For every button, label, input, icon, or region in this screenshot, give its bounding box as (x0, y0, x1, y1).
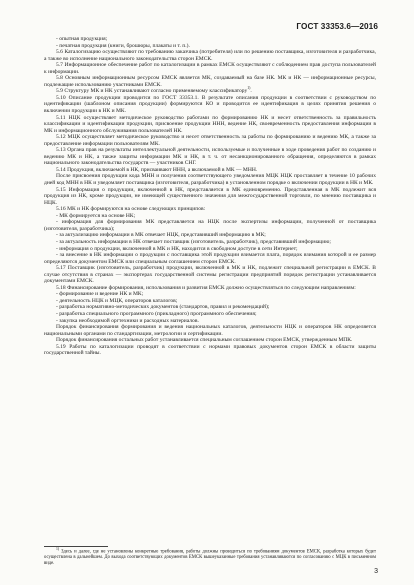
paragraph-5-18: 5.18 Финансирование формирования, использования и развития ЕМСК должно осуществляться по следующим направлениям: (56, 284, 356, 291)
footnote-reference: 1) (247, 86, 251, 91)
paragraph-5-17: 5.17 Поставщик (изготовитель, разработчик) продукции, включенной в МК и НК, подлежит специальной регистрации в ЕМСК. В случае отсутствия в странах — экспортерах государственной системы регистрации предприятий порядок регистрации устанавливается документами ЕМСК. (44, 265, 376, 285)
paragraph-5-13: 5.13 Органа прав на результаты интеллектуальной деятельности, используемые и полученные в ходе проведения работ по созданию и ведению МК и НК, а также защиты информации МК и НК, в т. ч. от несанкционированного обращения, определяются в рамках национального законодательства государств — участников СНГ. (44, 147, 376, 167)
paragraph: После присвоения продукции кода МНН и получения соответствующего уведомления МЦК НЦК проставляет в течение 10 рабочих дней код МНН в НК и уведомляет поставщика (изготовителя, разработчика) в установленном порядке о включении продукции в НК и МК. (44, 173, 376, 187)
paragraph-5-9: 5.9 Структуру МК и НК устанавливают согласно применяемому классификатору$^{1)}$. (56, 86, 252, 95)
paragraph-5-11: 5.11 НЦК осуществляет методическое руководство работами по формированию НК и несет ответственность за правильность классификации и идентификации продукции, присвоение продукции ННН, ведение НК, своевременность предоставления информации в МК и информационного обслуживания пользователей НК. (44, 114, 376, 134)
paragraph: Порядок финансирования остальных работ устанавливается специальным соглашением сторон ЕМСК, утвержденным МПК. (56, 337, 353, 344)
paragraph-5-7: 5.7 Информационное обеспечение работ по каталогизации в рамках ЕМСК осуществляют с соблюдением прав доступа пользователей к информации. (44, 62, 376, 75)
list-item: - за актуальность информации в НК отвечает поставщик (изготовитель, разработчик), представивший информацию; (56, 238, 331, 245)
paragraph-5-8: 5.8 Основным информационным ресурсом ЕМСК является МК, создаваемый на базе НК. МК и НК — информационные ресурсы, подлежащие использованию участниками ЕМСК. (44, 75, 376, 88)
list-item: - разработка нормативно-методических документов (стандартов, правил и рекомендаций); (56, 304, 270, 311)
footnote-divider (44, 546, 108, 547)
footnote (44, 549, 376, 566)
paragraph-5-14: 5.14 Продукция, включаемой в НК, присваивают ННН, а включаемой в МК — МНН. (56, 166, 258, 173)
list-item: - информация для формирования МК представляется на НЦК после экспертизы информации, полученной от поставщика (изготовителя, разработчика); (44, 219, 376, 232)
paragraph-5-10: 5.10 Описание продукции проводится по ГОСТ 33353.1. В результате описания продукции в соответствии с руководством по идентификации (шаблоном описания продукции) формируются КО и проводится ее идентификация в целях принятия решения о включении продукции в НК и МК. (44, 94, 376, 115)
list-item: - деятельность НЦК и МЦК, операторов каталогов; (56, 297, 178, 304)
list-item: - печатная продукция (книги, брошюры, плакаты и т. п.). (56, 42, 190, 49)
list-item: - формирование и ведение НК и МК; (56, 291, 144, 298)
paragraph: Порядок финансирования формирования и ведения национальных каталогов, деятельности НЦК и операторов НК определяется национальными органами по стандартизации, метрологии и сертификации. (44, 324, 376, 337)
paragraph-5-19: 5.19 Работы по каталогизации проводят в соответствии с нормами правовых документов сторон ЕМСК в области защиты государственной тайны. (44, 343, 376, 357)
paragraph-5-6: 5.6 Каталогизацию осуществляют по требованию заказчика (потребителя) или по решению поставщика, изготовителя и разработчика, а также во исполнение национального законодательства сторон ЕМСК. (44, 49, 376, 62)
page-number: 3 (374, 568, 378, 575)
list-item: - за внесение в НК информации о продукции с поставщика этой продукции взимается плата, порядок взимания которой и ее размер определяются документом ЕМСК или специальным соглашением сторон ЕМСК. (44, 252, 376, 265)
paragraph-5-16: 5.16 МК и НК формируются на основе следующих принципов: (56, 206, 206, 213)
paragraph-5-15: 5.15 Информация о продукции, включенной в НК, представляется в МК единовременно. Представленная в МК подлежит вся продукция из НК, кроме продукции, не имеющей существенного значения для межгосударственной торговли, по мнению поставщика и НЦК. (44, 186, 376, 206)
footnote-text: Здесь и далее, где не установлены конкретные требования, работы должны проводиться по требованиям документов ЕМСК, разработка которых будет осуществлена в дальнейшем. До выхода соответствующих документов ЕМСК вышеуказанные требования устанавливаются по согласованию с МЦК в письменном виде. (44, 549, 376, 566)
list-item: - информация о продукции, включенной в МК и НК, находится в свободном доступе в сети Интернет; (56, 245, 298, 252)
paragraph-5-9-text: 5.9 Структуру МК и НК устанавливают согласно применяемому классификатору (56, 88, 248, 95)
paragraph-5-12: 5.12 МЦК осуществляет методическое руководство и несет ответственность за работы по формированию и ведению МК, а также за предоставление информации пользователям МК. (44, 134, 376, 147)
footnote-text-line (44, 549, 376, 566)
list-item: - МК формируется на основе НК; (56, 212, 136, 219)
standard-header: ГОСТ 33353.6—2016 (296, 22, 378, 31)
main-text (44, 36, 376, 357)
footnote-mark: 1) (56, 547, 60, 551)
list-item: - закупка необходимой оргтехники и расходных материалов. (56, 317, 199, 324)
list-item: - разработка специального программного (прикладного) программного обеспечения; (56, 310, 257, 317)
list-item: - за актуализацию информации в МК отвечает НЦК, представивший информацию в МК; (56, 232, 266, 239)
list-item: - опытная продукция; (56, 36, 108, 42)
